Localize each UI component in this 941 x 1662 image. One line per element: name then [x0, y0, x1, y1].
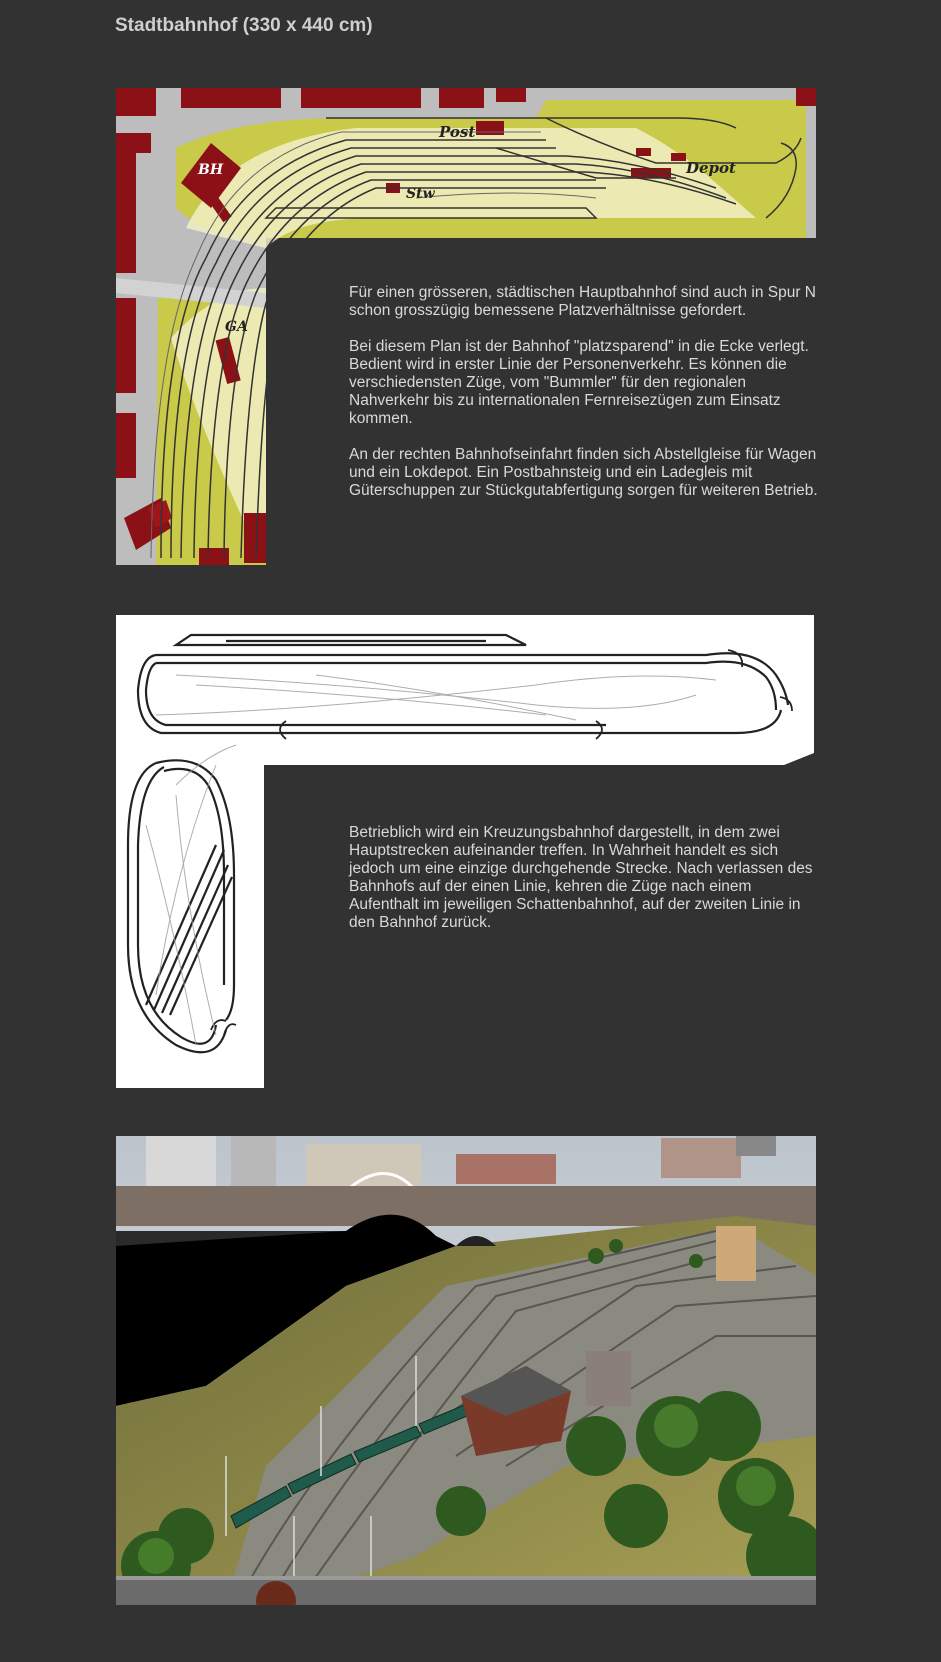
label-ga: GA: [225, 319, 248, 335]
layout-3d-render: [116, 1136, 816, 1605]
page-title: Stadtbahnhof (330 x 440 cm): [115, 15, 373, 36]
label-stw: Stw: [406, 186, 435, 202]
section1-paragraph-3: An der rechten Bahnhofseinfahrt finden sich Abstellgleise für Wagen und ein Lokdepot. Ein Postbahnsteig und ein Ladegleis mit Güterschuppen zur Stückgutabfertigung sorgen für weiteren Betrieb.: [349, 446, 818, 499]
label-depot: Depot: [686, 159, 736, 177]
label-bh: BH: [198, 162, 224, 178]
render-image: [116, 1136, 816, 1605]
section1-paragraph-2: Bei diesem Plan ist der Bahnhof "platzsparend" in die Ecke verlegt. Bedient wird in erster Linie der Personenverkehr. Es können die verschiedensten Züge, vom "Bummler" für den regionalen Nahverkehr bis zu internationalen Fernreisezügen zum Einsatz kommen.: [349, 338, 809, 427]
section1-paragraph-1: Für einen grösseren, städtischen Hauptbahnhof sind auch in Spur N schon grosszügig bemessene Platzverhältnisse gefordert.: [349, 284, 817, 319]
section2-text: [349, 824, 819, 950]
section2-paragraph-1: Betrieblich wird ein Kreuzungsbahnhof dargestellt, in dem zwei Hauptstrecken aufeinander treffen. In Wahrheit handelt es sich jedoch um eine einzige durchgehende Strecke. Nach verlassen des Bahnhofs auf der einen Linie, kehren die Züge nach einem Aufenthalt im jeweiligen Schattenbahnhof, auf der zweiten Linie in den Bahnhof zurück.: [349, 824, 813, 931]
section1-text: [349, 284, 819, 518]
label-post: Post: [439, 123, 476, 141]
